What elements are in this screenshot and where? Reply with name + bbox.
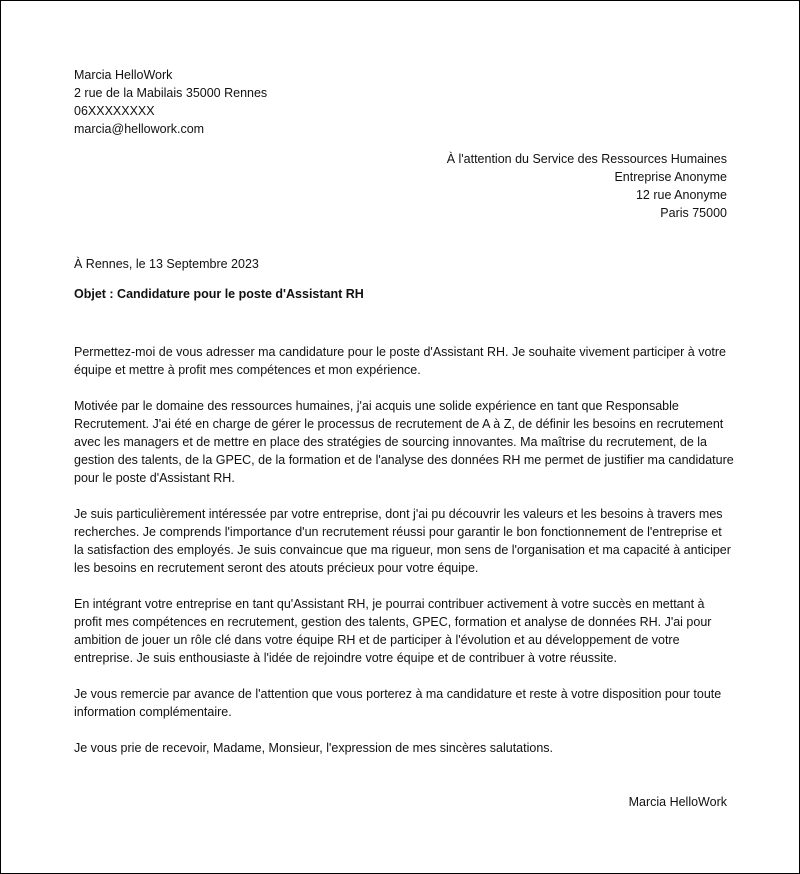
signature: Marcia HelloWork <box>628 795 727 809</box>
date-line: À Rennes, le 13 Septembre 2023 <box>74 257 259 271</box>
letter-body <box>74 343 734 775</box>
sender-name: Marcia HelloWork <box>74 68 173 82</box>
recipient-attention: À l'attention du Service des Ressources Humaines <box>446 152 727 166</box>
body-paragraph: Motivée par le domaine des ressources humaines, j'ai acquis une solide expérience en tant que Responsable Recrutement. J'ai été en charge de gérer le processus de recrutement de A à Z, de définir les besoins en recrutement avec les managers et de mettre en place des stratégies de sourcing innovantes. Ma maîtrise du recrutement, de la gestion des talents, de la GPEC, de la formation et de l'analyse des données RH me permet de justifier ma candidature pour le poste d'Assistant RH. <box>74 399 734 485</box>
recipient-city: Paris 75000 <box>660 206 727 220</box>
body-paragraph: En intégrant votre entreprise en tant qu'Assistant RH, je pourrai contribuer activement à votre succès en mettant à profit mes compétences en recrutement, gestion des talents, GPEC, formation et analyse de données RH. J'ai pour ambition de jouer un rôle clé dans votre équipe RH et de participer à l'évolution et au développement de votre entreprise. Je suis enthousiaste à l'idée de rejoindre votre équipe et de contribuer à votre réussite. <box>74 597 712 665</box>
sender-phone: 06XXXXXXXX <box>74 104 155 118</box>
sender-address: 2 rue de la Mabilais 35000 Rennes <box>74 86 268 100</box>
recipient-street: 12 rue Anonyme <box>635 188 727 202</box>
body-paragraph: Je suis particulièrement intéressée par votre entreprise, dont j'ai pu découvrir les valeurs et les besoins à travers mes recherches. Je comprends l'importance d'un recrutement réussi pour garantir le bon fonctionnement de l'entreprise et la satisfaction des employés. Je suis convaincue que ma rigueur, mon sens de l'organisation et ma capacité à anticiper les besoins en recrutement seront des atouts précieux pour votre équipe. <box>74 507 731 575</box>
body-paragraph: Permettez-moi de vous adresser ma candidature pour le poste d'Assistant RH. Je souhaite vivement participer à votre équipe et mettre à profit mes compétences et mon expérience. <box>74 345 727 377</box>
body-paragraph: Je vous remercie par avance de l'attention que vous porterez à ma candidature et reste à votre disposition pour toute information complémentaire. <box>74 687 722 719</box>
sender-block <box>74 66 267 138</box>
recipient-block <box>447 150 727 222</box>
sender-email: marcia@hellowork.com <box>74 122 205 136</box>
closing-paragraph: Je vous prie de recevoir, Madame, Monsieur, l'expression de mes sincères salutations. <box>74 741 554 755</box>
subject-line: Objet : Candidature pour le poste d'Assistant RH <box>74 287 364 301</box>
recipient-company: Entreprise Anonyme <box>614 170 727 184</box>
